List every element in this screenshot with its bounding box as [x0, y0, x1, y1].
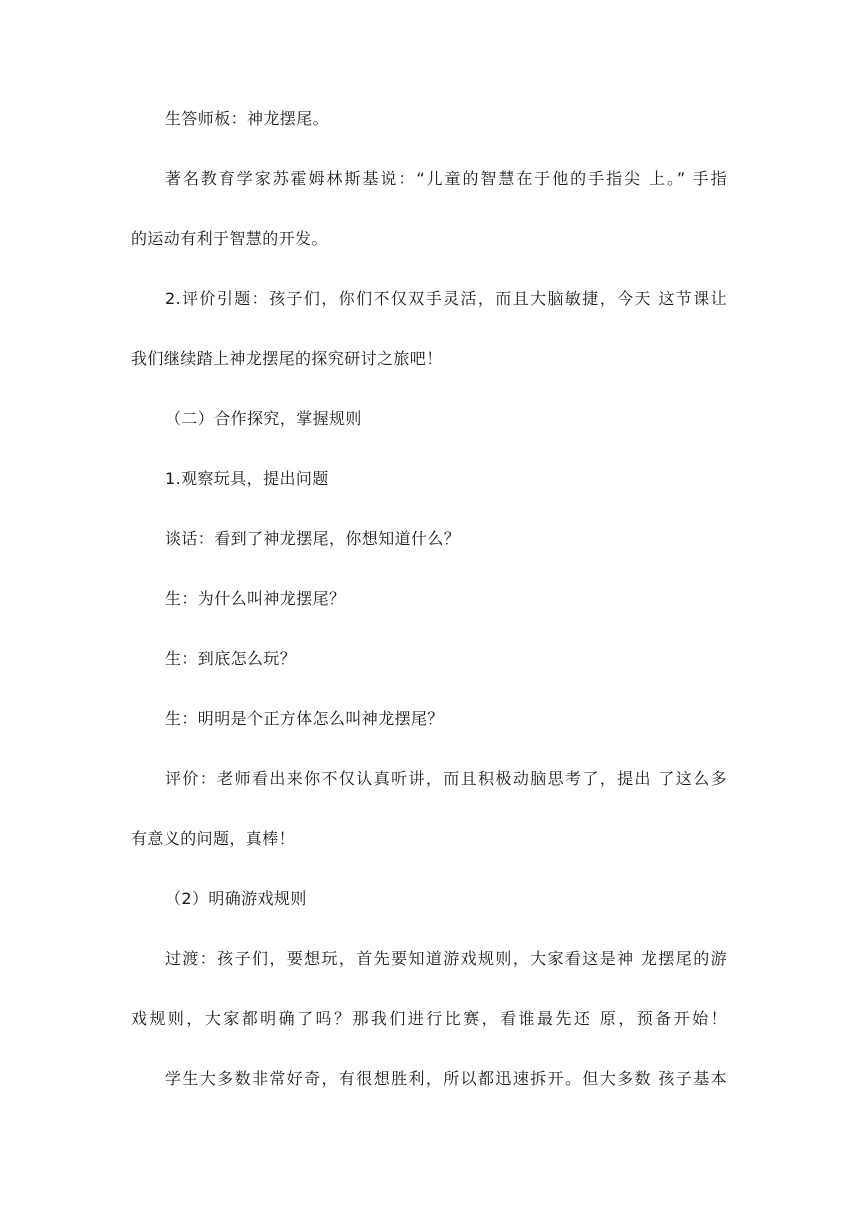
section-heading: （二）合作探究，掌握规则 — [165, 409, 362, 428]
paragraph-line: 著名教育学家苏霍姆林斯基说：“儿童的智慧在于他的手指尖 上。” 手指 — [165, 169, 727, 188]
paragraph-line: 学生大多数非常好奇，有很想胜利，所以都迅速拆开。但大多数 孩子基本 — [165, 1069, 727, 1088]
paragraph-line: 2.评价引题：孩子们，你们不仅双手灵活，而且大脑敏捷，今天 这节课让 — [165, 289, 727, 308]
paragraph-line: 生答师板：神龙摆尾。 — [165, 109, 330, 128]
paragraph-line: 戏规则，大家都明确了吗？那我们进行比赛，看谁最先还 原，预备开始！ — [131, 1009, 727, 1028]
paragraph-line: 的运动有利于智慧的开发。 — [131, 229, 328, 248]
paragraph-line: 生：明明是个正方体怎么叫神龙摆尾？ — [165, 709, 444, 728]
paragraph-line: 我们继续踏上神龙摆尾的探究研讨之旅吧！ — [131, 349, 443, 368]
paragraph-line: 谈话：看到了神龙摆尾，你想知道什么？ — [165, 529, 461, 548]
paragraph-line: 有意义的问题，真棒！ — [131, 829, 296, 848]
paragraph-line: 评价：老师看出来你不仅认真听讲，而且积极动脑思考了，提出 了这么多 — [165, 769, 727, 788]
paragraph-line: 过渡：孩子们，要想玩，首先要知道游戏规则，大家看这是神 龙摆尾的游 — [165, 949, 727, 968]
subsection-heading: 1.观察玩具，提出问题 — [165, 469, 329, 488]
subsection-heading: （2）明确游戏规则 — [165, 889, 307, 908]
paragraph-line: 生：为什么叫神龙摆尾？ — [165, 589, 346, 608]
paragraph-line: 生：到底怎么玩？ — [165, 649, 297, 668]
